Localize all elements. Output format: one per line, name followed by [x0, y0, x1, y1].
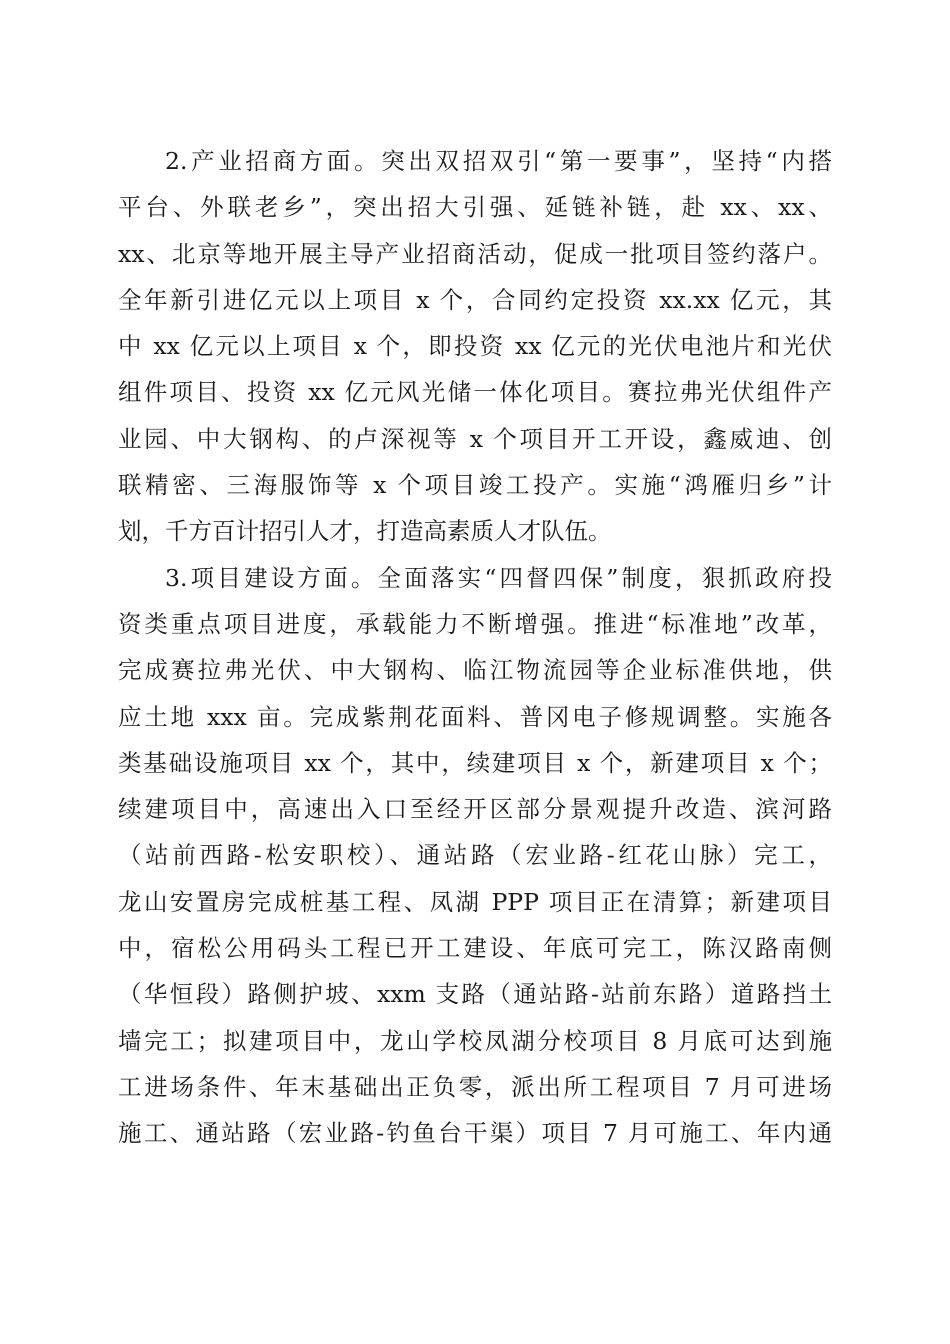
text-line: 业园、中大钢构、的卢深视等 x 个项目开工开设，鑫威迪、创 [118, 424, 832, 453]
text-line: 应土地 xxx 亩。完成紫荆花面料、普冈电子修规调整。实施各 [118, 702, 832, 731]
text-line: 中 xx 亿元以上项目 x 个，即投资 xx 亿元的光伏电池片和光伏 [118, 332, 832, 361]
text-line: 类基础设施项目 xx 个，其中，续建项目 x 个，新建项目 x 个； [118, 748, 832, 777]
text-line: 中，宿松公用码头工程已开工建设、年底可完工，陈汉路南侧 [118, 934, 832, 963]
text-line: 续建项目中，高速出入口至经开区部分景观提升改造、滨河路 [118, 795, 832, 824]
text-line: 联精密、三海服饰等 x 个项目竣工投产。实施“鸿雁归乡”计 [118, 471, 832, 500]
text-line: （站前西路-松安职校）、通站路（宏业路-红花山脉）完工， [118, 841, 832, 870]
text-line: 资类重点项目进度，承载能力不断增强。推进“标准地”改革， [118, 609, 832, 638]
text-line: 工进场条件、年末基础出正负零，派出所工程项目 7 月可进场 [118, 1072, 832, 1101]
paragraph-industry-investment [118, 138, 832, 555]
text-line: 龙山安置房完成桩基工程、凤湖 PPP 项目正在清算；新建项目 [118, 887, 832, 916]
text-line: 完成赛拉弗光伏、中大钢构、临江物流园等企业标准供地，供 [118, 656, 832, 685]
text-line: 2.产业招商方面。突出双招双引“第一要事”，坚持“内搭 [165, 147, 832, 175]
text-line: 全年新引进亿元以上项目 x 个，合同约定投资 xx.xx 亿元，其 [118, 285, 832, 314]
text-line: 划，千方百计招引人才，打造高素质人才队伍。 [118, 517, 612, 546]
text-line: 组件项目、投资 xx 亿元风光储一体化项目。赛拉弗光伏组件产 [118, 378, 832, 407]
text-line: （华恒段）路侧护坡、xxm 支路（通站路-站前东路）道路挡土 [118, 980, 832, 1009]
text-line: 3.项目建设方面。全面落实“四督四保”制度，狠抓政府投 [165, 563, 832, 592]
text-line: 墙完工；拟建项目中，龙山学校凤湖分校项目 8 月底可达到施 [118, 1026, 832, 1055]
text-line: xx、北京等地开展主导产业招商活动，促成一批项目签约落户。 [118, 239, 832, 268]
paragraph-project-construction [118, 555, 832, 1157]
text-line: 施工、通站路（宏业路-钓鱼台干渠）项目 7 月可施工、年内通 [118, 1119, 832, 1148]
text-line: 平台、外联老乡”，突出招大引强、延链补链，赴 xx、xx、 [118, 193, 832, 222]
document-body [118, 138, 832, 1157]
